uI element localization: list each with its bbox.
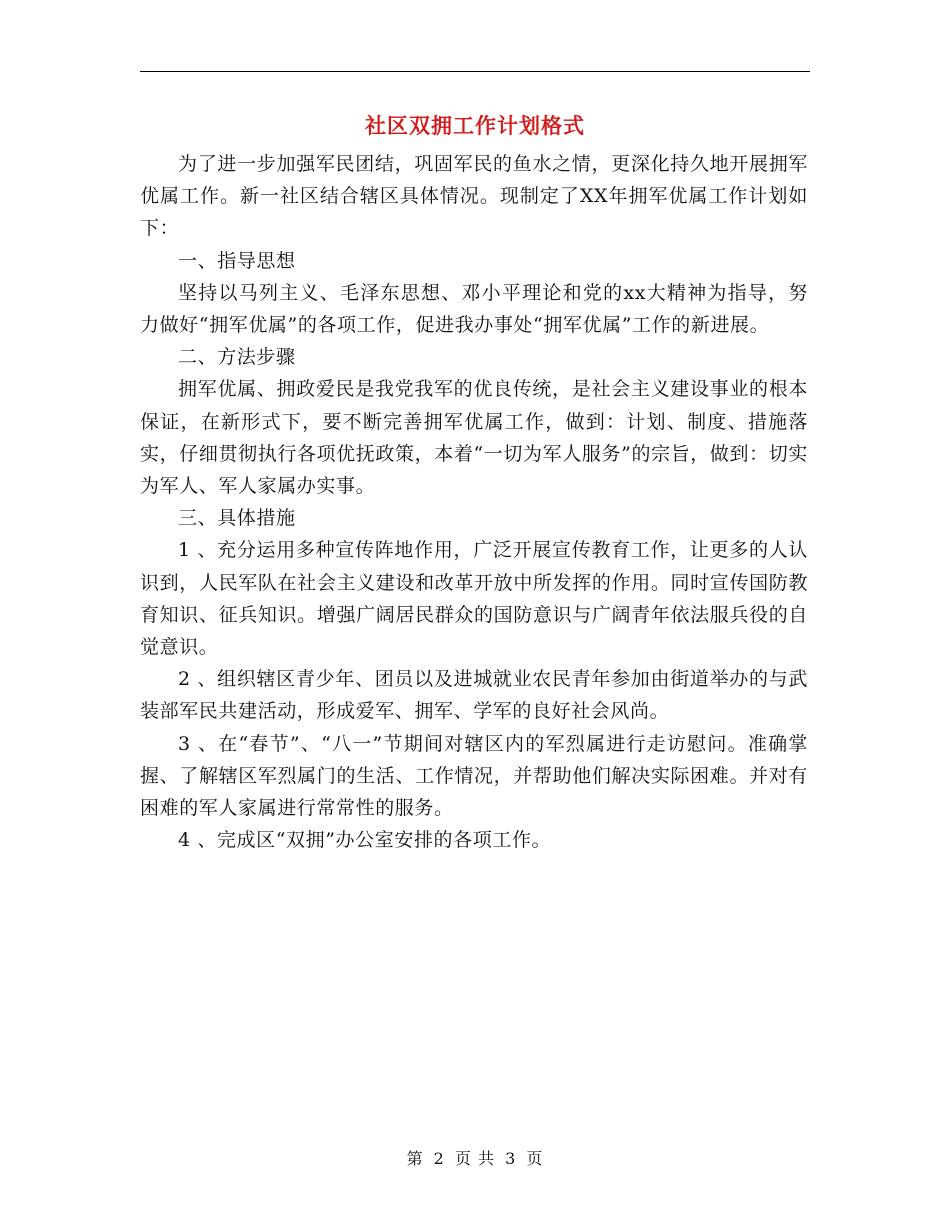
- document-body: [140, 148, 808, 856]
- footer-page-number: 2: [433, 1149, 445, 1168]
- document-title: 社区双拥工作计划格式: [365, 114, 585, 138]
- measure-item-1: 1 、充分运用多种宣传阵地作用，广泛开展宣传教育工作，让更多的人认识到，人民军队在社会主义建设和改革开放中所发挥的作用。同时宣传国防教育知识、征兵知识。增强广阔居民群众的国防意识与广阔青年依法服兵役的自觉意识。: [140, 539, 808, 659]
- method-steps-paragraph: 拥军优属、拥政爱民是我党我军的优良传统，是社会主义建设事业的根本保证，在新形式下，要不断完善拥军优属工作，做到：计划、制度、措施落实，仔细贯彻执行各项优抚政策，本着“一切为军人服务”的宗旨，做到：切实为军人、军人家属办实事。: [140, 378, 808, 498]
- measure-item-3: 3 、在“春节”、“八一”节期间对辖区内的军烈属进行走访慰问。准确掌握、了解辖区军烈属门的生活、工作情况，并帮助他们解决实际困难。并对有困难的军人家属进行常常性的服务。: [140, 732, 808, 820]
- measure-item-4: 4 、完成区“双拥”办公室安排的各项工作。: [178, 829, 552, 852]
- footer-prefix: 第: [406, 1149, 424, 1168]
- intro-paragraph: 为了进一步加强军民团结，巩固军民的鱼水之情，更深化持久地开展拥军优属工作。新一社区结合辖区具体情况。现制定了XX年拥军优属工作计划如下：: [140, 153, 808, 240]
- footer-total-pages: 3: [505, 1149, 517, 1168]
- section-heading-method-steps: 二、方法步骤: [178, 346, 296, 369]
- footer-middle: 页 共: [454, 1149, 496, 1168]
- footer-suffix: 页: [526, 1149, 544, 1168]
- page-footer: [0, 1146, 950, 1169]
- measure-item-2: 2 、组织辖区青少年、团员以及进城就业农民青年参加由街道举办的与武装部军民共建活动，形成爱军、拥军、学军的良好社会风尚。: [140, 668, 808, 723]
- section-heading-specific-measures: 三、具体措施: [178, 507, 296, 530]
- guiding-thought-paragraph: 坚持以马列主义、毛泽东思想、邓小平理论和党的xx大精神为指导，努力做好“拥军优属”的各项工作，促进我办事处“拥军优属”工作的新进展。: [140, 281, 808, 337]
- section-heading-guiding-thought: 一、指导思想: [178, 249, 296, 272]
- header-rule: [140, 71, 810, 72]
